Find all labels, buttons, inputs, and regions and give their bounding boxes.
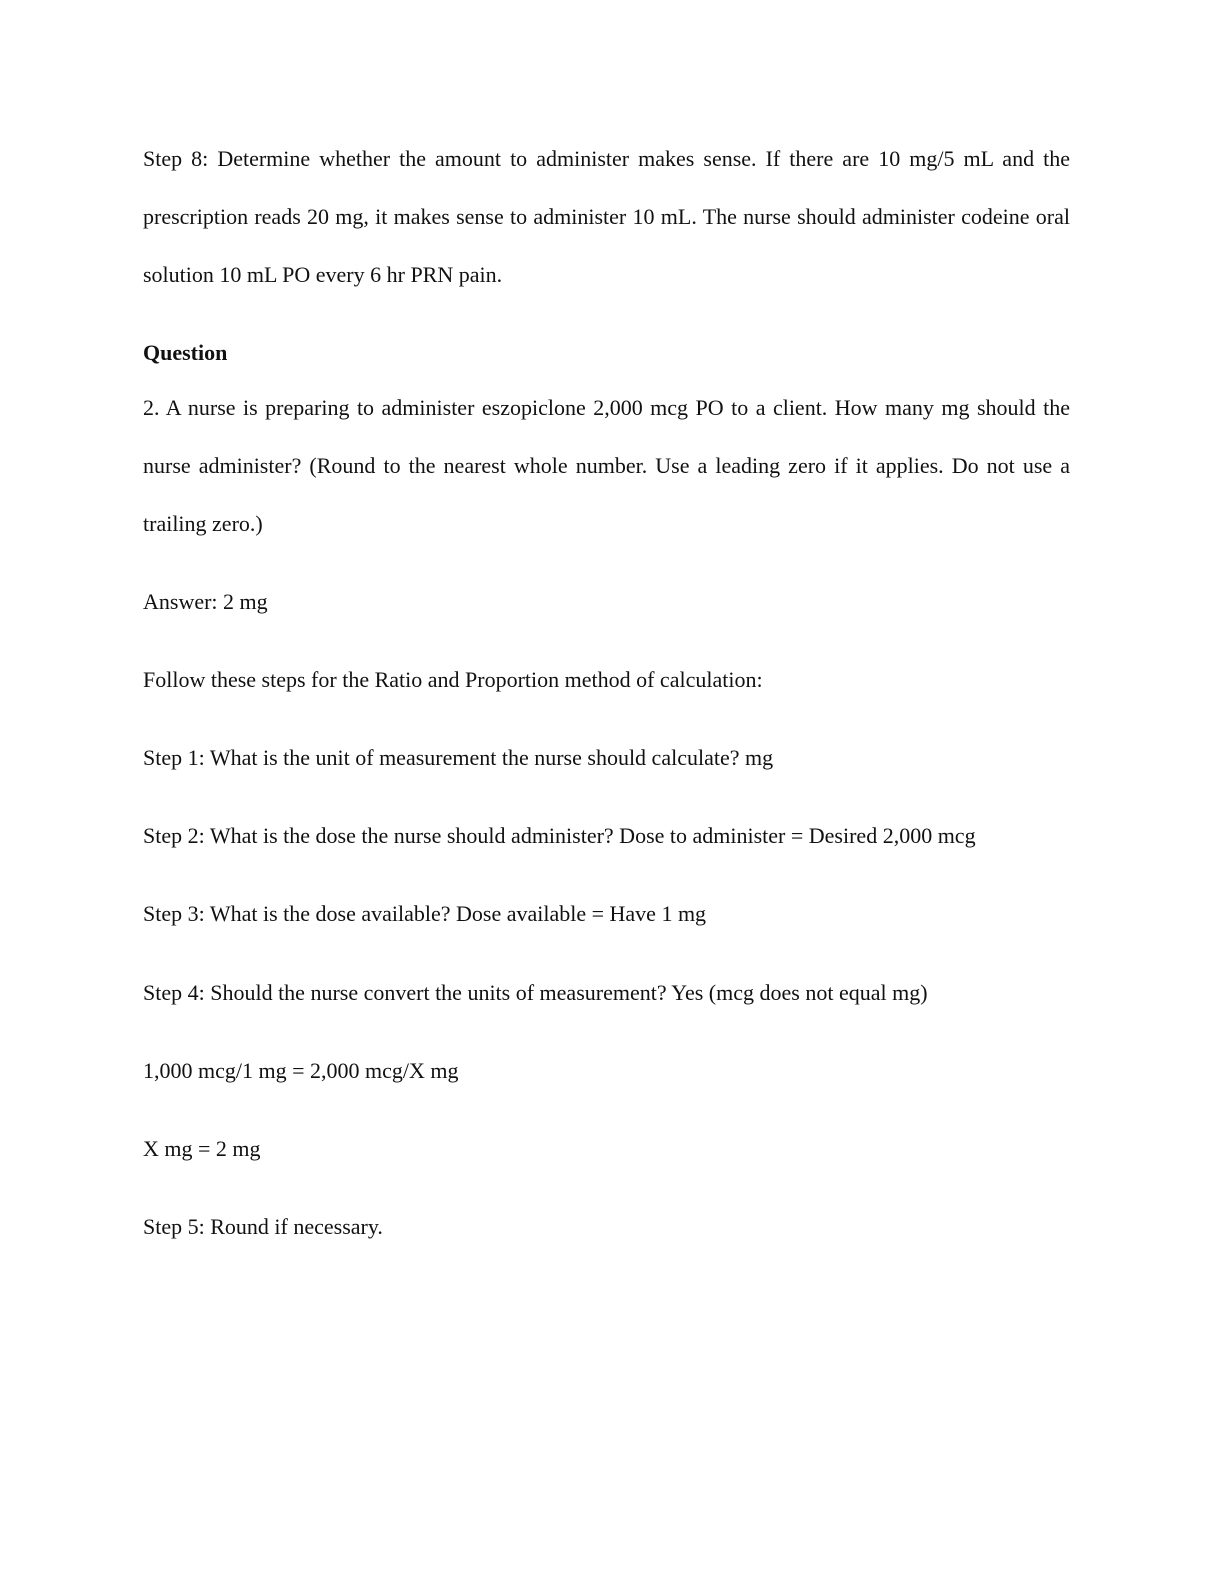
step5-line: Step 5: Round if necessary. [143, 1214, 383, 1239]
answer-line: Answer: 2 mg [143, 589, 268, 614]
step4-line: Step 4: Should the nurse convert the units of measurement? Yes (mcg does not equal mg) [143, 980, 928, 1005]
step2-line: Step 2: What is the dose the nurse should administer? Dose to administer = Desired 2,000 mcg [143, 823, 976, 848]
equation-line: 1,000 mcg/1 mg = 2,000 mcg/X mg [143, 1058, 459, 1083]
question-heading: Question [143, 340, 228, 365]
step8-paragraph: Step 8: Determine whether the amount to administer makes sense. If there are 10 mg/5 mL and the prescription reads 20 mg, it makes sense to administer 10 mL. The nurse should administer codeine oral solution 10 mL PO every 6 hr PRN pain. [143, 146, 1070, 287]
question-paragraph: 2. A nurse is preparing to administer eszopiclone 2,000 mcg PO to a client. How many mg should the nurse administer? (Round to the nearest whole number. Use a leading zero if it applies. Do not use a trailing zero.) [143, 395, 1070, 536]
step1-line: Step 1: What is the unit of measurement the nurse should calculate? mg [143, 745, 774, 770]
result-line: X mg = 2 mg [143, 1136, 261, 1161]
step3-line: Step 3: What is the dose available? Dose available = Have 1 mg [143, 901, 707, 926]
intro-line: Follow these steps for the Ratio and Proportion method of calculation: [143, 667, 763, 692]
